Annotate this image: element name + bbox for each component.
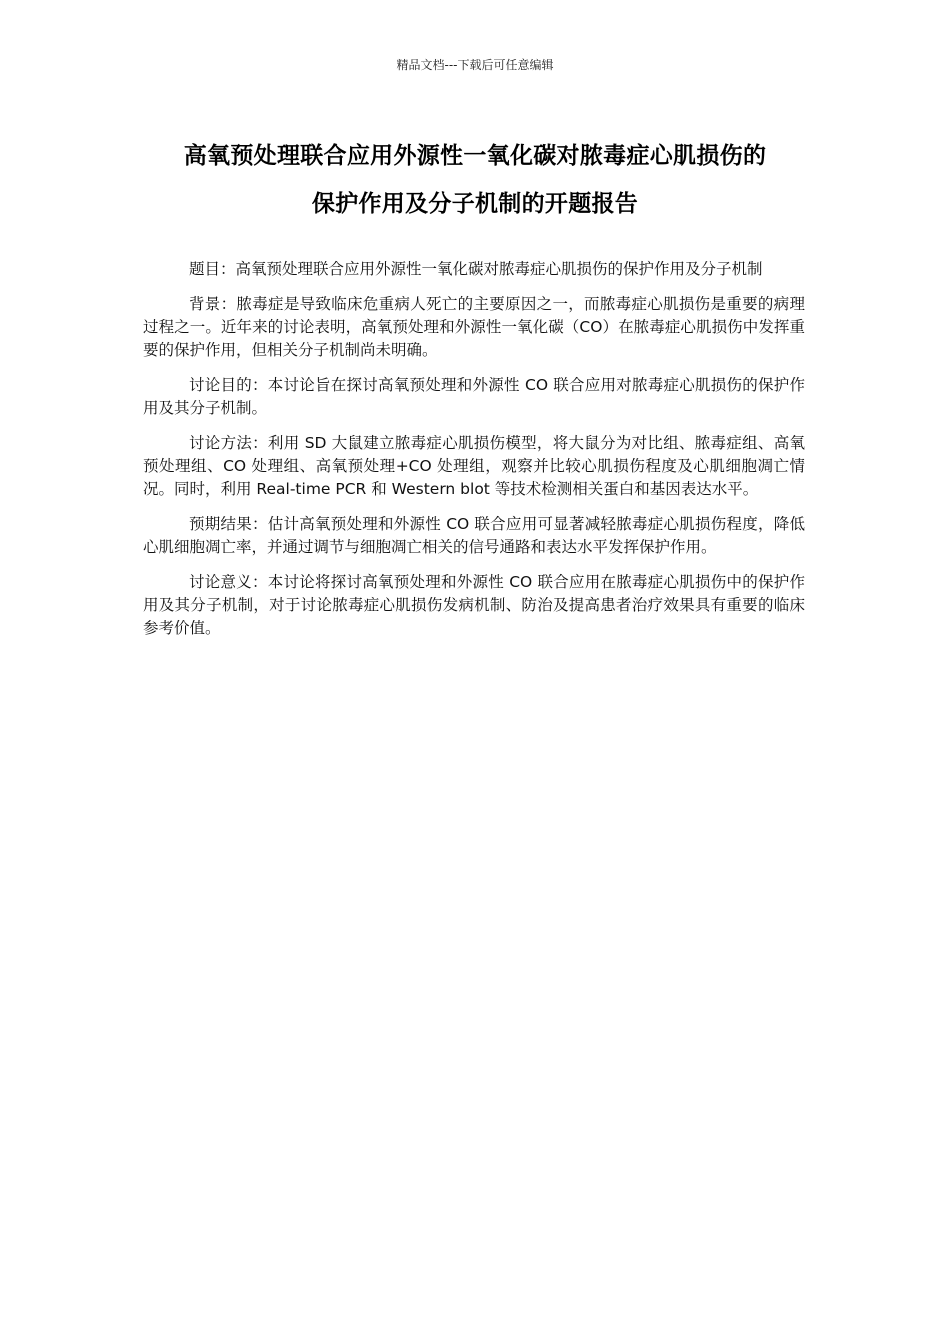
title-line-1: 高氧预处理联合应用外源性一氧化碳对脓毒症心肌损伤的 — [183, 143, 767, 169]
paragraph-objective: 讨论目的：本讨论旨在探讨高氧预处理和外源性 CO 联合应用对脓毒症心肌损伤的保护作用及其分子机制。 — [143, 376, 805, 417]
paragraph-methods: 讨论方法：利用 SD 大鼠建立脓毒症心肌损伤模型，将大鼠分为对比组、脓毒症组、高氧预处理组、CO 处理组、高氧预处理+CO 处理组，观察并比较心肌损伤程度及心肌细胞凋亡情况。同时，利用 Real-time PCR 和 Western blot 等技术检测相关蛋白和基因表达水平。 — [143, 434, 805, 498]
paragraph-expected-results: 预期结果：估计高氧预处理和外源性 CO 联合应用可显著减轻脓毒症心肌损伤程度，降低心肌细胞凋亡率，并通过调节与细胞凋亡相关的信号通路和表达水平发挥保护作用。 — [143, 515, 805, 556]
paragraph-significance: 讨论意义：本讨论将探讨高氧预处理和外源性 CO 联合应用在脓毒症心肌损伤中的保护作用及其分子机制，对于讨论脓毒症心肌损伤发病机制、防治及提高患者治疗效果具有重要的临床参考价值。 — [143, 573, 805, 637]
paragraph-topic: 题目：高氧预处理联合应用外源性一氧化碳对脓毒症心肌损伤的保护作用及分子机制 — [189, 260, 763, 278]
paragraph-background: 背景：脓毒症是导致临床危重病人死亡的主要原因之一，而脓毒症心肌损伤是重要的病理过程之一。近年来的讨论表明，高氧预处理和外源性一氧化碳（CO）在脓毒症心肌损伤中发挥重要的保护作用，但相关分子机制尚未明确。 — [143, 295, 805, 359]
document-body — [143, 258, 805, 652]
document-title — [140, 132, 810, 228]
title-line-2: 保护作用及分子机制的开题报告 — [311, 191, 639, 217]
running-header: 精品文档---下载后可任意编辑 — [396, 58, 554, 72]
